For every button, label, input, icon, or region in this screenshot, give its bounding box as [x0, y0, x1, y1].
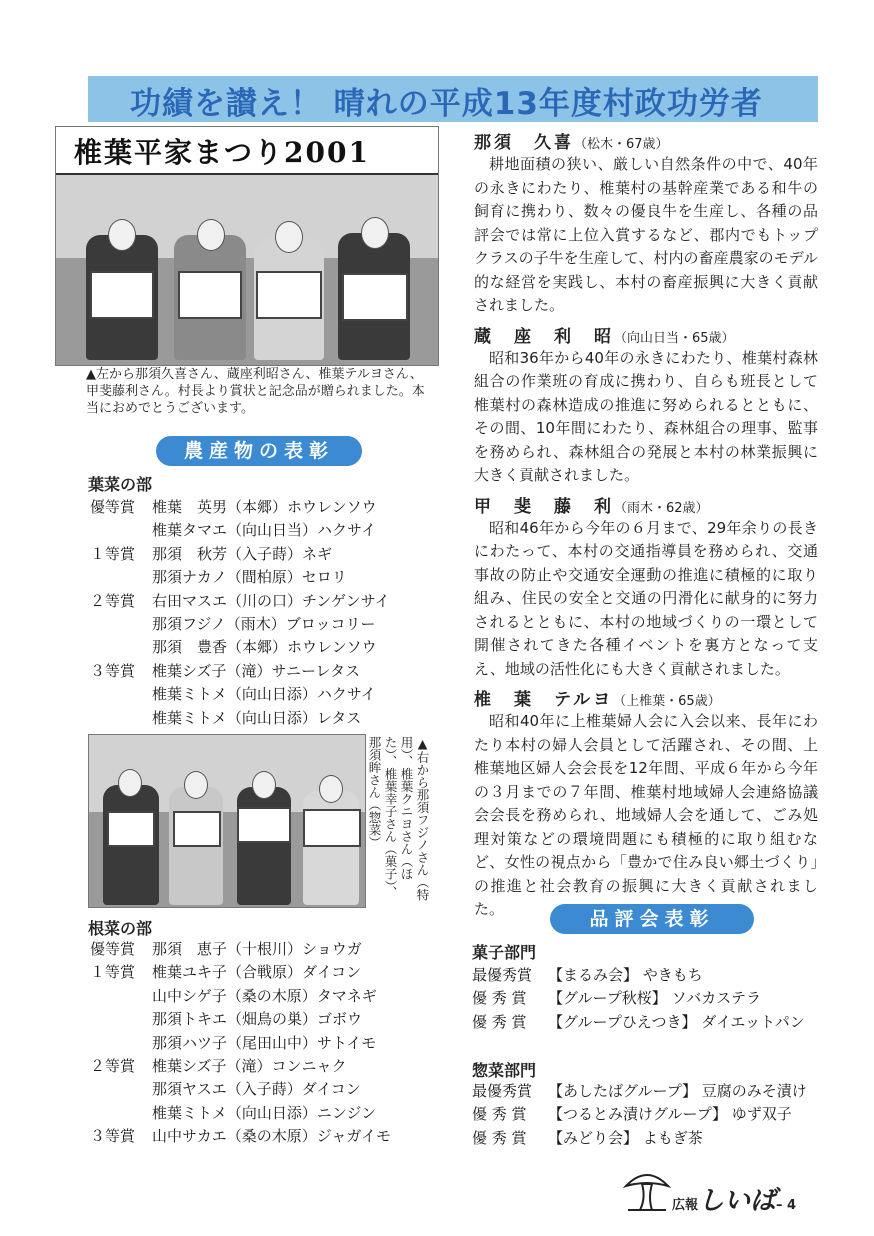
honoree-text: 昭和36年から40年の永きにわたり、椎葉村森林組合の作業班の育成に携わり、自らも班長として椎葉村の森林造成の推進に努められるとともに、その間、10年間にわたり、森林組合の理事、監事を務められ、森林組合の発展と本村の林業振興に大きく貢献されました。	[474, 348, 818, 484]
footer-label: 広報	[672, 1198, 699, 1213]
photo-2-caption: ▲右から那須フジノさん（特用）、椎葉クニヨさん（ほた）、椎葉幸子さん（菓子）、那須眸さん（惣菜）	[367, 736, 430, 901]
honoree-name: 甲 斐 藤 利	[474, 496, 614, 517]
side-dish-section-title: 惣菜部門	[472, 1061, 537, 1080]
honoree-name: 椎 葉 テルヨ	[474, 690, 614, 710]
award-photo-2	[88, 734, 366, 908]
root-list	[90, 938, 440, 1149]
honoree-list	[474, 128, 818, 922]
honoree-entry	[474, 128, 818, 318]
honoree-info: （雨木・62歳）	[614, 500, 709, 516]
list-item: 優 秀 賞 【つるとみ漬けグループ】 ゆず双子	[472, 1105, 792, 1124]
list-item: 那須ハツ子（尾田山中）サトイモ	[152, 1033, 377, 1052]
list-item: ２等賞 椎葉シズ子（滝）コンニャク	[90, 1057, 347, 1076]
list-item: １等賞 那須 秋芳（入子蒔）ネギ	[90, 544, 333, 563]
honoree-info: （向山日当・65歳）	[614, 330, 735, 346]
list-item: ３等賞 椎葉シズ子（滝）サニーレタス	[90, 661, 361, 680]
leaf-section-title: 葉菜の部	[88, 475, 153, 494]
honoree-text: 昭和46年から今年の６月まで、29年余りの長きにわたって、本村の交通指導員を務められ、交通事故の防止や交通安全運動の推進に積極的に取り組み、住民の安全と交通の円滑化に献身的に努力されるとともに、本村の地域づくりの一環として開催されてきた各種イベントを裏方となって支え、地域の活性化にも大きく貢献されました。	[474, 518, 818, 678]
list-item: 最優秀賞 【あしたばグループ】 豆腐のみそ漬け	[472, 1082, 807, 1100]
honoree-entry	[474, 322, 818, 488]
honoree-text: 昭和40年に上椎葉婦人会に入会以来、長年にわたり本村の婦人会員として活躍され、その間、上椎葉地区婦人会会長を12年間、平成６年から今年の３月までの７年間、椎葉村地域婦人会連絡協議会会長を務められ、地域婦人会を通して、ごみ処理対策などの環境問題にも積極的に取り組むなど、女性の視点から「豊かで住み良い郷土づくり」の推進と社会教育の振興に大きく貢献されました。	[474, 712, 818, 918]
honoree-text: 耕地面積の狭い、厳しい自然条件の中で、40年の永きにわたり、椎葉村の基幹産業である和牛の飼育に携わり、数々の優良牛を生産し、各種の品評会では常に上位入賞するなど、郡内でもトップクラスの子牛を生産して、村内の畜産農家のモデル的な経営を実践し、本村の畜産振興に大きく貢献されました。	[474, 155, 818, 314]
festival-sign	[56, 127, 438, 175]
title-banner	[88, 76, 818, 122]
list-item: 椎葉ミトメ（向山日添）ニンジン	[152, 1103, 377, 1122]
honoree-entry	[474, 492, 818, 682]
side-dish-list	[472, 1080, 832, 1150]
agri-heading-text: 農産物の表彰	[183, 440, 334, 462]
honoree-name: 蔵 座 利 昭	[474, 326, 614, 347]
list-item: 那須ナカノ（間柏原）セロリ	[152, 568, 347, 587]
sweets-list	[472, 964, 832, 1034]
list-item: 那須 豊香（本郷）ホウレンソウ	[152, 638, 377, 657]
root-section-title: 根菜の部	[88, 919, 153, 938]
list-item: 椎葉ミトメ（向山日添）ハクサイ	[152, 685, 376, 704]
list-item: 椎葉タマエ（向山日当）ハクサイ	[152, 521, 376, 540]
mushroom-logo-icon	[622, 1164, 672, 1214]
leaf-list	[90, 496, 440, 730]
page-number: – 4	[776, 1198, 797, 1213]
list-item: 優等賞 椎葉 英男（本郷）ホウレンソウ	[90, 498, 377, 516]
list-item: １等賞 椎葉ユキ子（合戦原）ダイコン	[90, 963, 362, 982]
list-item: 優等賞 那須 恵子（十根川）ショウガ	[90, 940, 362, 958]
fair-heading-text: 品評会表彰	[589, 908, 715, 930]
agri-heading	[156, 436, 362, 466]
footer-brand	[672, 1180, 796, 1217]
list-item: 優 秀 賞 【グループひえつき】 ダイエットパン	[472, 1012, 805, 1031]
list-item: 那須フジノ（雨木）ブロッコリー	[152, 615, 376, 634]
award-photo-1	[55, 126, 439, 366]
honoree-name: 那須 久喜	[474, 133, 574, 153]
footer-brand-name: しいば	[698, 1186, 777, 1216]
list-item: 最優秀賞 【まるみ会】 やきもち	[472, 966, 703, 984]
list-item: 優 秀 賞 【みどり会】 よもぎ茶	[472, 1128, 703, 1147]
list-item: ２等賞 右田マスエ（川の口）チンゲンサイ	[90, 591, 390, 610]
list-item: 優 秀 賞 【グループ秋桜】 ソバカステラ	[472, 989, 761, 1008]
photo-1-caption: ▲左から那須久喜さん、蔵座利昭さん、椎葉テルヨさん、甲斐藤利さん。村長より賞状と記念品が贈られました。本当におめでとうございます。	[86, 367, 425, 416]
sweets-section-title: 菓子部門	[472, 943, 537, 962]
honoree-info: （松木・67歳）	[574, 137, 669, 152]
fair-heading	[550, 904, 754, 934]
list-item: 椎葉ミトメ（向山日添）レタス	[152, 708, 362, 727]
page-title: 功績を讃え！ 晴れの平成13年度村政功労者	[130, 86, 763, 122]
list-item: 那須ヤスエ（入子蒔）ダイコン	[152, 1080, 361, 1099]
list-item: 那須トキエ（畑鳥の巣）ゴボウ	[152, 1010, 363, 1029]
honoree-entry	[474, 685, 818, 922]
list-item: ３等賞 山中サカエ（桑の木原）ジャガイモ	[90, 1127, 391, 1146]
festival-sign-text: 椎葉平家まつり2001	[74, 136, 370, 169]
honoree-info: （上椎葉・65歳）	[613, 694, 721, 709]
list-item: 山中シゲ子（桑の木原）タマネギ	[152, 986, 377, 1005]
